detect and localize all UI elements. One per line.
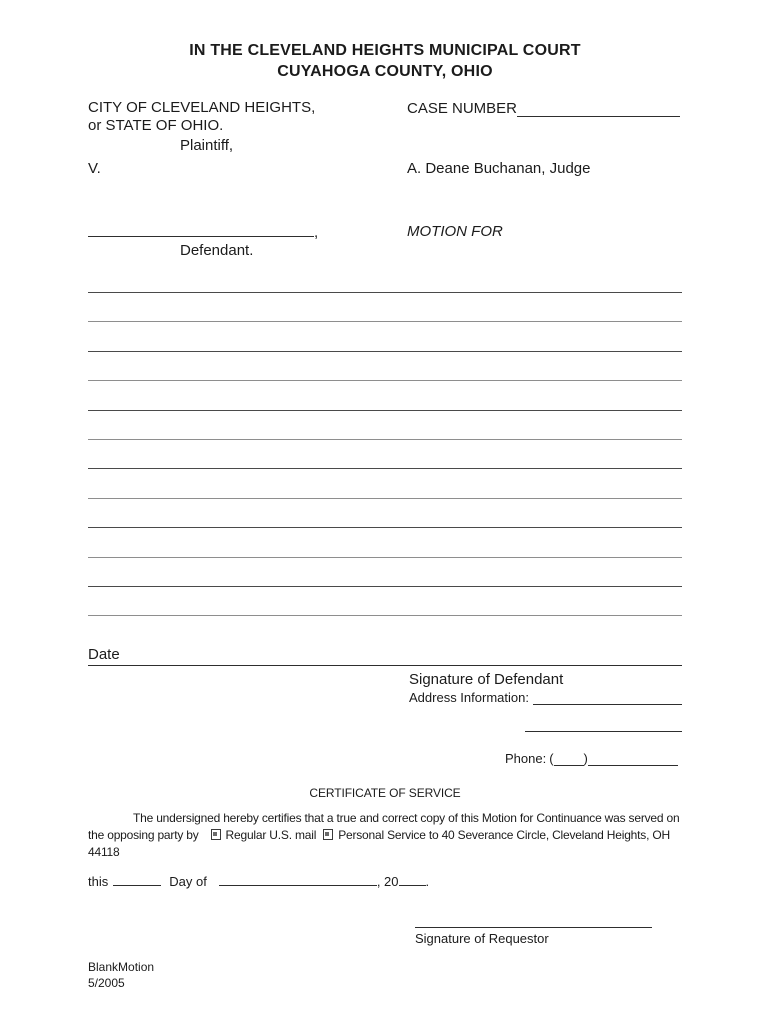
form-revision: 5/2005 [88, 976, 125, 990]
motion-text-line[interactable] [88, 498, 682, 499]
defendant-comma: , [314, 224, 319, 241]
motion-text-line[interactable] [88, 292, 682, 293]
address-field[interactable] [533, 704, 682, 705]
motion-text-line[interactable] [88, 321, 682, 322]
month-field[interactable] [219, 885, 377, 886]
address-field-line2[interactable] [525, 731, 682, 732]
date-field[interactable] [88, 665, 682, 666]
motion-text-line[interactable] [88, 439, 682, 440]
plaintiff-role-label: Plaintiff, [180, 137, 234, 154]
motion-for-label: MOTION FOR [407, 223, 503, 240]
motion-text-line[interactable] [88, 380, 682, 381]
address-row [409, 690, 682, 705]
certificate-date-line [88, 874, 429, 889]
versus-label: V. [88, 160, 101, 177]
phone-area-code-field[interactable] [554, 765, 584, 766]
motion-text-line[interactable] [88, 351, 682, 352]
this-label: this [88, 874, 109, 889]
certificate-line-1: The undersigned hereby certifies that a true and correct copy of this Motion for Continuance was served on [133, 811, 680, 825]
day-of-label: Day of [169, 874, 207, 889]
motion-text-line[interactable] [88, 615, 682, 616]
defendant-role-label: Defendant. [180, 242, 254, 259]
checkbox-regular-mail-icon[interactable] [211, 829, 221, 840]
form-name: BlankMotion [88, 960, 155, 974]
plaintiff-name-line2: or STATE OF OHIO. [88, 117, 224, 134]
certificate-heading: CERTIFICATE OF SERVICE [309, 786, 461, 800]
court-title-line2: CUYAHOGA COUNTY, OHIO [277, 63, 493, 80]
case-number-label: CASE NUMBER [407, 100, 518, 117]
phone-row [505, 751, 678, 766]
form-footer [88, 959, 154, 991]
judge-name: A. Deane Buchanan, Judge [407, 160, 591, 177]
day-field[interactable] [113, 885, 161, 886]
year-prefix: , 20 [376, 874, 399, 889]
certificate-line-2 [88, 827, 728, 844]
court-title-line1: IN THE CLEVELAND HEIGHTS MUNICIPAL COURT [189, 42, 581, 59]
phone-number-field[interactable] [588, 765, 678, 766]
phone-close-paren: ) [583, 751, 588, 766]
date-label: Date [88, 646, 120, 663]
plaintiff-name-line1: CITY OF CLEVELAND HEIGHTS, [88, 99, 316, 116]
option-personal-service-label: Personal Service to 40 Severance Circle, Cleveland Heights, OH [338, 828, 670, 842]
signature-of-requestor-label: Signature of Requestor [415, 931, 549, 946]
phone-label: Phone: [505, 751, 547, 766]
year-field[interactable] [399, 885, 426, 886]
option-regular-mail-label: Regular U.S. mail [225, 828, 317, 842]
motion-text-line[interactable] [88, 527, 682, 528]
checkbox-personal-service-icon[interactable] [323, 829, 333, 840]
requestor-signature-field[interactable] [415, 927, 652, 928]
address-label: Address Information: [409, 690, 529, 705]
date-line-period: . [425, 874, 430, 889]
signature-of-defendant-label: Signature of Defendant [409, 671, 564, 688]
phone-open-paren: ( [549, 751, 554, 766]
motion-text-line[interactable] [88, 410, 682, 411]
certificate-line2-prefix: the opposing party by [88, 828, 199, 842]
motion-text-line[interactable] [88, 557, 682, 558]
certificate-line-3: 44118 [88, 845, 120, 859]
certificate-paragraph [88, 810, 728, 861]
motion-text-line[interactable] [88, 468, 682, 469]
motion-text-line[interactable] [88, 586, 682, 587]
